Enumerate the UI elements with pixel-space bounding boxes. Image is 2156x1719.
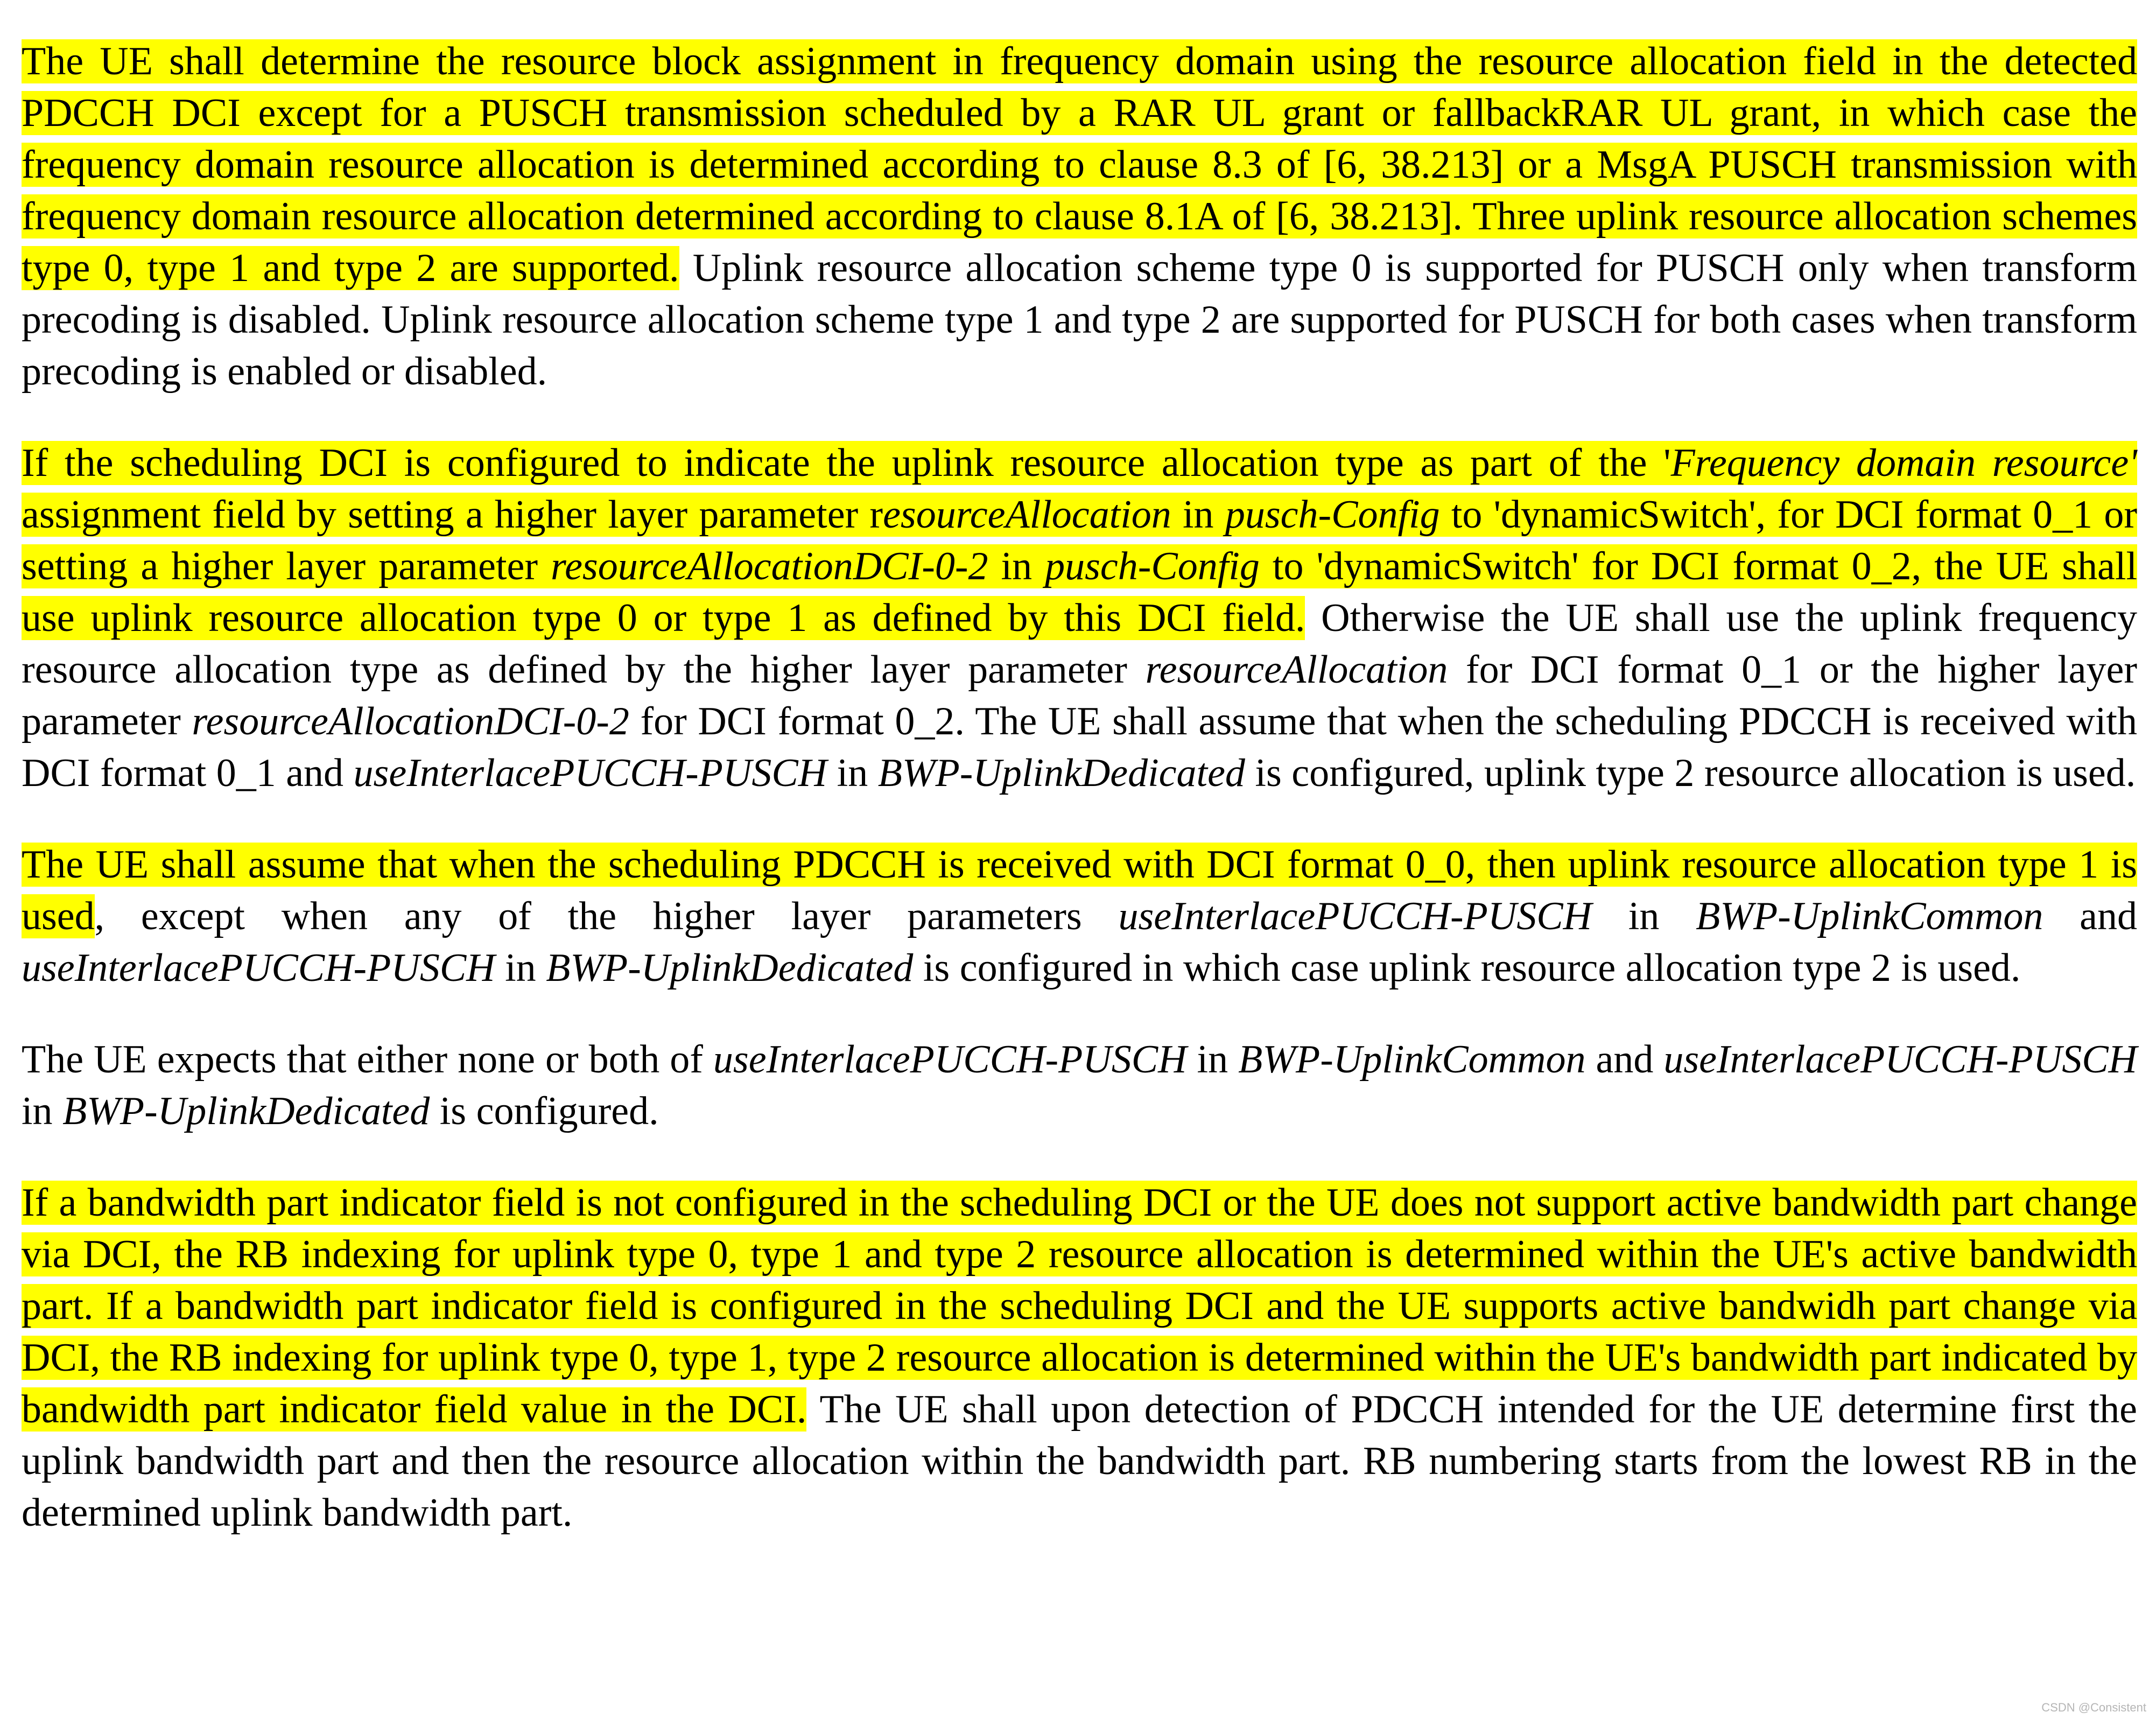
italic-text-segment: BWP-UplinkCommon [1238, 1037, 1586, 1082]
italic-text-segment: useInterlacePUCCH-PUSCH [1663, 1037, 2137, 1082]
highlighted-italic-text-segment: pusch-Config [1045, 544, 1260, 588]
paragraph-dynamic-switch [22, 437, 2137, 799]
text-segment: is configured, uplink type 2 resource allocation is used. [1245, 751, 2136, 795]
highlighted-text-segment: to 'dynamicSwitch' for DCI format 0_2, the UE shall use uplink resource allocation type 0 or type 1 as defined by this DCI field. [22, 544, 2137, 640]
text-segment: in [495, 946, 546, 990]
highlighted-italic-text-segment: resourceAllocationDCI-0-2 [551, 544, 988, 588]
highlighted-text-segment: in [988, 544, 1045, 588]
highlighted-italic-text-segment: Frequency domain resource' [1670, 441, 2137, 485]
italic-text-segment: BWP-UplinkCommon [1696, 894, 2043, 938]
highlighted-text-segment: The UE shall determine the resource block assignment in frequency domain using the resource allocation field in the detected PDCCH DCI except for a PUSCH transmission scheduled by a RAR UL grant or fallbackRAR UL grant, in which case the frequency domain resource allocation is determined according to clause 8.3 of [6, 38.213] or a MsgA PUSCH transmission with frequency domain resource allocation determined according to clause 8.1A of [6, 38.213]. Three uplink resource allocation schemes type 0, type 1 and type 2 are supported. [22, 39, 2137, 290]
text-segment: The UE shall upon detection of PDCCH intended for the UE determine first the uplink bandwidth part and then the resource allocation within the bandwidth part. RB numbering starts from the lowest RB in the determined uplink bandwidth part. [22, 1387, 2137, 1535]
watermark: CSDN @Consistent [2041, 1701, 2146, 1714]
highlighted-italic-text-segment: esourceAllocation [883, 493, 1171, 537]
text-segment: is configured in which case uplink resource allocation type 2 is used. [913, 946, 2021, 990]
text-segment: is configured. [430, 1089, 659, 1133]
text-segment: Uplink resource allocation scheme type 0 is supported for PUSCH only when transform precoding is disabled. Uplink resource allocation scheme type 1 and type 2 are supported for PUSCH for both cases when transform precoding is enabled or disabled. [22, 246, 2137, 394]
highlighted-text-segment: in [1171, 493, 1225, 537]
text-segment: , except when any of the higher layer parameters [94, 894, 1119, 938]
highlighted-text-segment: The UE shall assume that when the scheduling PDCCH is received with DCI format 0_0, then uplink resource allocation type 1 is used [22, 843, 2137, 938]
italic-text-segment: resourceAllocation [1145, 648, 1448, 692]
text-segment: in [22, 1089, 63, 1133]
paragraph-resource-block-assignment [22, 36, 2137, 397]
italic-text-segment: useInterlacePUCCH-PUSCH [713, 1037, 1187, 1082]
highlighted-text-segment: If the scheduling DCI is configured to indicate the uplink resource allocation type as part of the ' [22, 441, 1671, 485]
document-body [22, 36, 2137, 1578]
text-segment: and [2043, 894, 2138, 938]
highlighted-text-segment: to 'dynamicSwitch', for DCI format 0_1 or setting a higher layer parameter [22, 493, 2138, 588]
italic-text-segment: useInterlacePUCCH-PUSCH [22, 946, 495, 990]
paragraph-dci-format-0-0 [22, 839, 2137, 994]
paragraph-interlace-expectation [22, 1034, 2137, 1137]
highlighted-italic-text-segment: pusch-Config [1225, 493, 1440, 537]
highlighted-text-segment: If a bandwidth part indicator field is not configured in the scheduling DCI or the UE does not support active bandwidth part change via DCI, the RB indexing for uplink type 0, type 1 and type 2 resource allocation is determined within the UE's active bandwidth part. If a bandwidth part indicator field is configured in the scheduling DCI and the UE supports active bandwidh part change via DCI, the RB indexing for uplink type 0, type 1, type 2 resource allocation is determined within the UE's bandwidth part indicated by bandwidth part indicator field value in the DCI. [22, 1181, 2137, 1432]
italic-text-segment: BWP-UplinkDedicated [877, 751, 1245, 795]
italic-text-segment: BWP-UplinkDedicated [62, 1089, 430, 1133]
text-segment: for DCI format 0_2. The UE shall assume that when the scheduling PDCCH is received with DCI format 0_1 and [22, 699, 2137, 795]
italic-text-segment: useInterlacePUCCH-PUSCH [353, 751, 827, 795]
highlighted-text-segment: assignment field by setting a higher layer parameter r [22, 493, 883, 537]
text-segment: Otherwise the UE shall use the uplink frequency resource allocation type as defined by the higher layer parameter [22, 596, 2137, 692]
text-segment: and [1585, 1037, 1664, 1082]
paragraph-bandwidth-part-indexing [22, 1177, 2137, 1539]
text-segment: for DCI format 0_1 or the higher layer parameter [22, 648, 2137, 743]
italic-text-segment: useInterlacePUCCH-PUSCH [1118, 894, 1592, 938]
italic-text-segment: BWP-UplinkDedicated [546, 946, 914, 990]
text-segment: in [1592, 894, 1696, 938]
italic-text-segment: resourceAllocationDCI-0-2 [192, 699, 629, 743]
text-segment: in [1186, 1037, 1239, 1082]
text-segment: The UE expects that either none or both of [22, 1037, 713, 1082]
text-segment: in [827, 751, 878, 795]
